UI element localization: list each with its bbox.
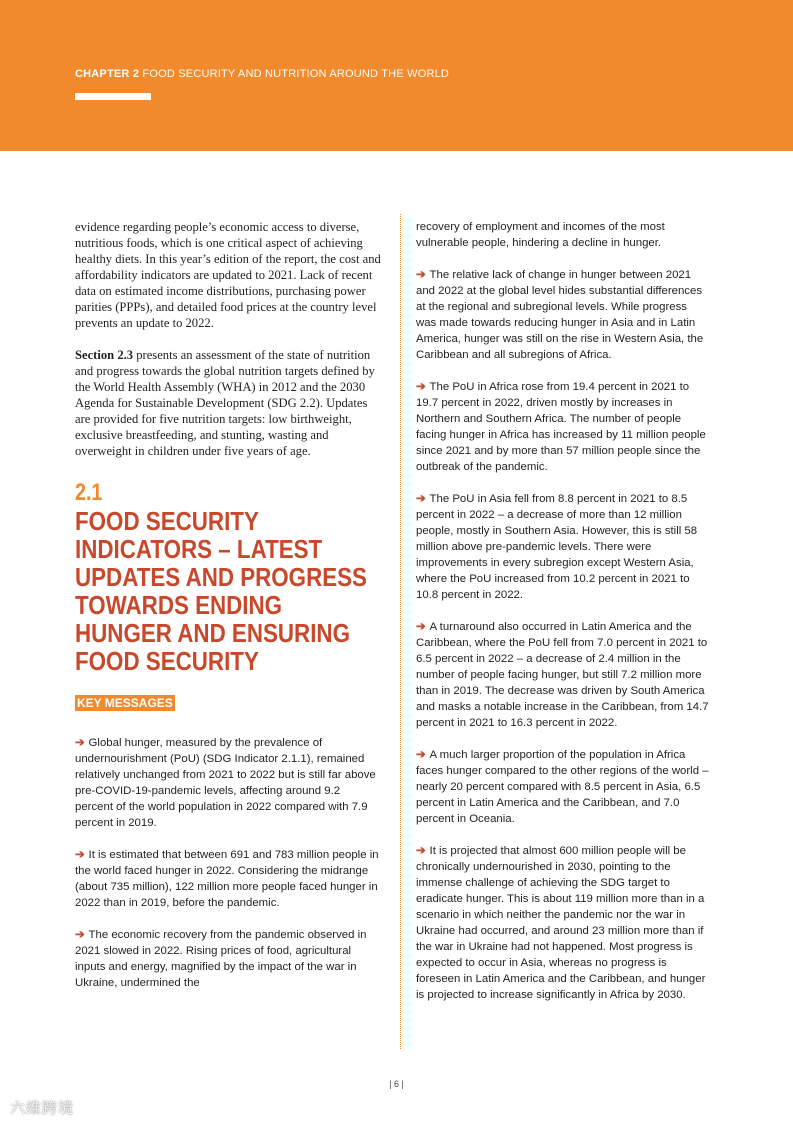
arrow-right-icon: ➔ bbox=[416, 845, 426, 857]
key-messages-badge: KEY MESSAGES bbox=[77, 696, 173, 710]
key-message bbox=[75, 735, 381, 831]
section-title bbox=[75, 507, 367, 675]
arrow-right-icon: ➔ bbox=[416, 381, 426, 393]
arrow-right-icon: ➔ bbox=[75, 737, 85, 749]
key-message bbox=[416, 747, 710, 827]
section-title-line: FOOD SECURITY bbox=[75, 506, 259, 536]
key-message bbox=[416, 619, 710, 731]
arrow-right-icon: ➔ bbox=[75, 849, 85, 861]
header-band bbox=[0, 0, 793, 151]
key-message-text: It is estimated that between 691 and 783 million people in the world faced hunger in 2022. Considering the midrange (about 735 million), 122 million more people faced hunger in 2022 than in 2019, before the pandemic. bbox=[75, 849, 379, 909]
key-message-text: A turnaround also occurred in Latin America and the Caribbean, where the PoU fell from 7.0 percent in 2021 to 6.5 percent in 2022 – a decrease of 2.4 million in the number of people facing hunger, but still 7.2 million more than in 2019. The decrease was driven by South America and masks a notable increase in the Caribbean, from 14.7 percent in 2021 to 16.3 percent in 2022. bbox=[416, 621, 709, 729]
arrow-right-icon: ➔ bbox=[75, 929, 85, 941]
section-reference-link: Section 2.3 bbox=[75, 348, 134, 362]
key-message bbox=[416, 379, 710, 475]
section-reference-text: presents an assessment of the state of nutrition and progress towards the global nutrition targets defined by the World Health Assembly (WHA) in 2012 and the 2030 Agenda for Sustainable Development (SDG 2.2). Updates are provided for five nutrition targets: low birthweight, exclusive breastfeeding, and stunting, wasting and overweight in children under five years of age. bbox=[75, 348, 375, 458]
key-message-text: The PoU in Africa rose from 19.4 percent in 2021 to 19.7 percent in 2022, driven mostly by increases in Northern and Southern Africa. The number of people facing hunger in Africa has increased by 11 million people since 2021 and by more than 57 million people since the outbreak of the pandemic. bbox=[416, 381, 706, 473]
left-column bbox=[75, 219, 381, 991]
section-title-line: INDICATORS – LATEST bbox=[75, 534, 323, 564]
arrow-right-icon: ➔ bbox=[416, 269, 426, 281]
arrow-right-icon: ➔ bbox=[416, 749, 426, 761]
key-message bbox=[75, 927, 381, 991]
section-title-line: HUNGER AND ENSURING bbox=[75, 618, 350, 648]
watermark: 六维跨境 bbox=[10, 1100, 75, 1117]
right-column bbox=[416, 219, 710, 1003]
key-message-text: The relative lack of change in hunger between 2021 and 2022 at the global level hides substantial differences at the regional and subregional levels. While progress was made towards reducing hunger in Asia and in Latin America, hunger was still on the rise in Western Asia, the Caribbean and all subregions of Africa. bbox=[416, 269, 704, 361]
key-message-text: Global hunger, measured by the prevalence of undernourishment (PoU) (SDG Indicator 2.1.1), remained relatively unchanged from 2021 to 2022 but is still far above pre-COVID-19-pandemic levels, affecting around 9.2 percent of the world population in 2022 compared with 7.9 percent in 2019. bbox=[75, 737, 376, 829]
continuation-paragraph: recovery of employment and incomes of the most vulnerable people, hindering a decline in hunger. bbox=[416, 221, 665, 249]
key-message bbox=[416, 491, 710, 603]
chapter-label: CHAPTER 2 bbox=[75, 68, 140, 80]
column-divider bbox=[400, 214, 401, 1049]
arrow-right-icon: ➔ bbox=[416, 493, 426, 505]
intro-paragraph: evidence regarding people’s economic access to diverse, nutritious foods, which is one critical aspect of achieving healthy diets. In this year’s edition of the report, the cost and affordability indicators are updated to 2021. Lack of recent data on estimated income distributions, purchasing power parities (PPPs), and detailed food prices at the country level prevents an update to 2022. bbox=[75, 220, 381, 330]
page-number: | 6 | bbox=[389, 1079, 404, 1089]
key-message bbox=[75, 847, 381, 911]
key-message-text: It is projected that almost 600 million people will be chronically undernourished in 2030, pointing to the immense challenge of achieving the SDG target to eradicate hunger. This is about 119 million more than in a scenario in which neither the pandemic nor the war in Ukraine had occurred, and around 23 million more than if the war in Ukraine had not happened. Most progress is expected to occur in Asia, whereas no progress is foreseen in Latin America and the Caribbean, and hunger is projected to increase significantly in Africa by 2030. bbox=[416, 845, 706, 1001]
section-title-line: FOOD SECURITY bbox=[75, 646, 259, 676]
chapter-rule bbox=[75, 93, 151, 100]
key-message bbox=[416, 267, 710, 363]
chapter-title: FOOD SECURITY AND NUTRITION AROUND THE WORLD bbox=[142, 68, 450, 80]
section-title-line: UPDATES AND PROGRESS bbox=[75, 562, 367, 592]
chapter-heading bbox=[75, 68, 449, 80]
key-message-text: The PoU in Asia fell from 8.8 percent in 2021 to 8.5 percent in 2022 – a decrease of more than 12 million people, mostly in Southern Asia. However, this is still 58 million above pre-pandemic levels. There were improvements in every subregion except Western Asia, where the PoU increased from 10.2 percent in 2021 to 10.8 percent in 2022. bbox=[416, 493, 698, 601]
section-reference-paragraph bbox=[75, 347, 381, 459]
section-title-line: TOWARDS ENDING bbox=[75, 590, 283, 620]
key-message-text: The economic recovery from the pandemic observed in 2021 slowed in 2022. Rising prices of food, agricultural inputs and energy, magnified by the impact of the war in Ukraine, undermined the bbox=[75, 929, 367, 989]
key-message-text: A much larger proportion of the population in Africa faces hunger compared to the other regions of the world – nearly 20 percent compared with 8.5 percent in Asia, 6.5 percent in Latin America and the Caribbean, and 7.0 percent in Oceania. bbox=[416, 749, 709, 825]
arrow-right-icon: ➔ bbox=[416, 621, 426, 633]
key-message bbox=[416, 843, 710, 1003]
section-number: 2.1 bbox=[75, 479, 103, 506]
